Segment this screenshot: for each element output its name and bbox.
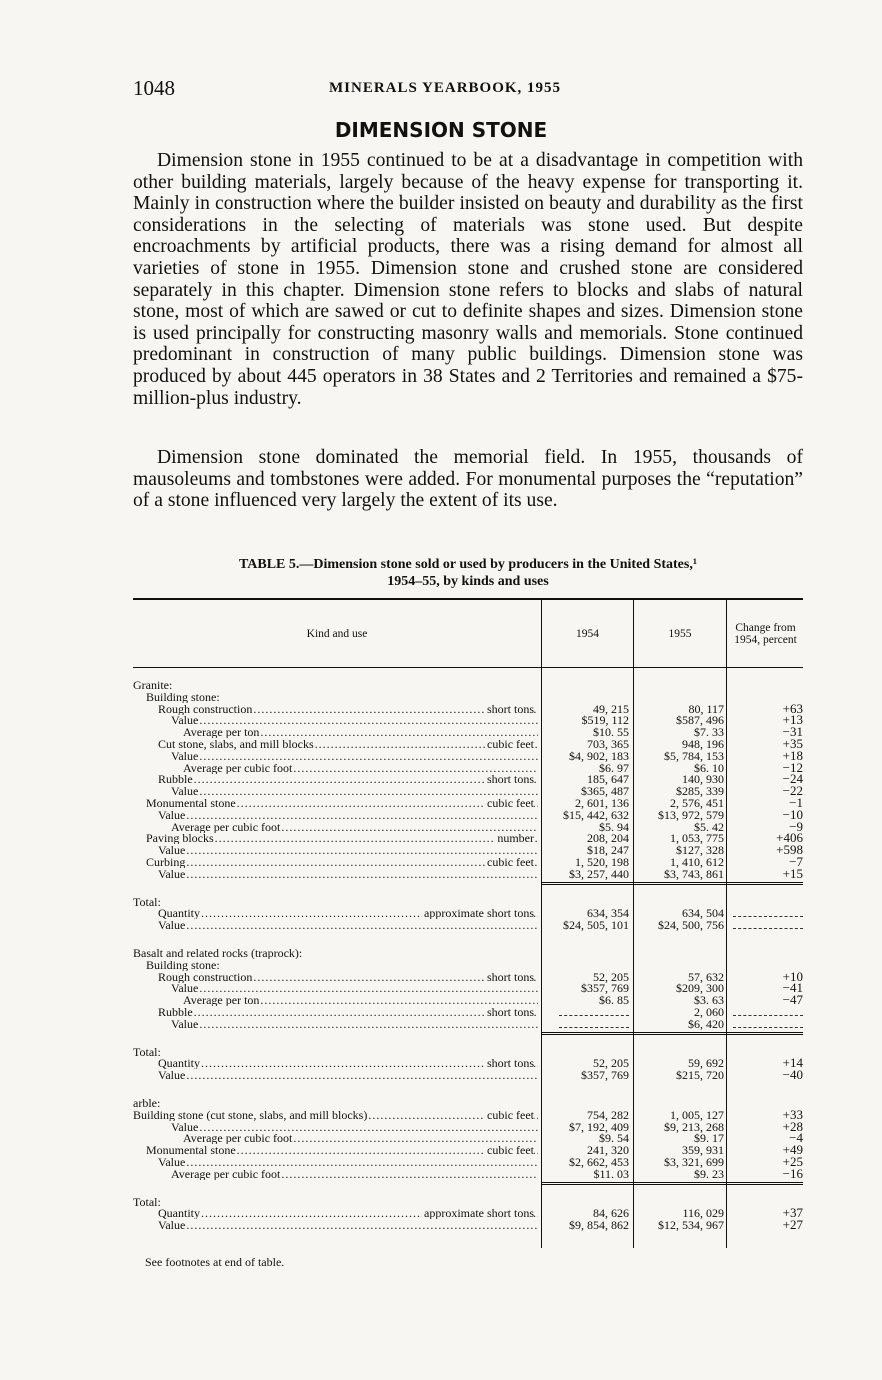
row-unit: short tons bbox=[486, 773, 534, 786]
change-percent bbox=[728, 1018, 803, 1030]
row-label bbox=[133, 844, 538, 856]
column-header-1954: 1954 bbox=[576, 627, 599, 640]
value-1955: 2, 060 bbox=[694, 1005, 724, 1019]
row-label-text: Monumental stone bbox=[146, 1144, 236, 1157]
change-percent: +406 bbox=[776, 830, 803, 846]
value-1954: $3, 257, 440 bbox=[569, 866, 629, 881]
value-1954: 241, 320 bbox=[587, 1143, 629, 1158]
value-1955: 359, 931 bbox=[682, 1143, 724, 1158]
table-row bbox=[133, 806, 803, 822]
row-label bbox=[133, 679, 538, 691]
row-label-text: Value bbox=[171, 1120, 199, 1133]
value-1954: 185, 647 bbox=[587, 772, 629, 787]
row-label bbox=[133, 714, 538, 726]
row-label-text: Value bbox=[171, 714, 199, 727]
value-1954: $7, 192, 409 bbox=[569, 1119, 629, 1134]
row-label bbox=[133, 1069, 538, 1081]
change-percent: +27 bbox=[782, 1217, 803, 1233]
value-1955: 1, 053, 775 bbox=[670, 831, 724, 846]
value-1954: 84, 626 bbox=[593, 1206, 629, 1221]
row-label-text: Quantity bbox=[158, 1057, 200, 1070]
row-label bbox=[133, 1018, 538, 1030]
value-1955: $3. 63 bbox=[694, 993, 724, 1008]
row-label-text: Value bbox=[158, 844, 186, 857]
row-label-text: Quantity bbox=[158, 1207, 200, 1220]
change-percent: −40 bbox=[782, 1067, 803, 1083]
row-label-text: Total: bbox=[133, 1195, 161, 1208]
change-percent: +37 bbox=[782, 1205, 803, 1221]
value-1955: $127, 328 bbox=[676, 843, 724, 858]
value-1954: $357, 769 bbox=[581, 981, 629, 996]
value-1955: 948, 196 bbox=[682, 737, 724, 751]
value-1955: $587, 496 bbox=[676, 713, 724, 728]
row-unit: short tons bbox=[486, 1006, 534, 1018]
row-label-text: Paving blocks bbox=[146, 832, 214, 845]
paragraph-1-text: Dimension stone in 1955 continued to be at a disadvantage in competition with other building materials, largely because of the heavy expense for transporting it. Mainly in construction where the builder insisted on beauty and durability as the first considerations in the selecting of materials was stone used. But despite encroachments by artificial products, there was a rising demand for almost all varieties of stone in 1955. Dimension stone and crushed stone are considered separately in this chapter. Dimension stone refers to blocks and slabs of natural stone, most of which are sawed or cut to definite shapes and sizes. Dimension stone is used principally for constructing masonry walls and memorials. Stone continued predominant in construction of many public buildings. Dimension stone was produced by about 445 operators in 38 States and 2 Territories and remained a $75-million-plus industry. bbox=[133, 150, 803, 409]
change-percent bbox=[728, 1006, 803, 1018]
row-unit: cubic feet bbox=[487, 738, 534, 750]
row-unit: short tons bbox=[486, 1057, 534, 1070]
table-row bbox=[133, 747, 803, 763]
value-1955: $3, 321, 699 bbox=[664, 1155, 724, 1169]
row-label bbox=[133, 896, 538, 908]
table-row bbox=[133, 865, 803, 881]
table-row bbox=[133, 959, 803, 971]
row-label bbox=[133, 907, 538, 919]
row-label bbox=[133, 1196, 538, 1208]
table-footnote: See footnotes at end of table. bbox=[145, 1255, 285, 1269]
change-percent: +63 bbox=[782, 700, 803, 716]
row-unit: cubic feet bbox=[487, 797, 534, 809]
row-unit: approximate short tons bbox=[424, 907, 534, 920]
row-label-text: Basalt and related rocks (traprock): bbox=[133, 947, 303, 959]
value-1955: $7. 33 bbox=[694, 725, 724, 740]
row-unit: cubic feet bbox=[487, 1108, 534, 1121]
value-1955: $3, 743, 861 bbox=[664, 866, 724, 881]
table-caption bbox=[133, 556, 803, 590]
value-1955: 140, 930 bbox=[682, 772, 724, 787]
value-1955: $9, 213, 268 bbox=[664, 1119, 724, 1134]
row-label bbox=[133, 1121, 538, 1133]
row-label bbox=[133, 1097, 538, 1109]
value-1954: $6. 97 bbox=[599, 760, 629, 775]
value-1955: $6. 10 bbox=[694, 760, 724, 775]
table-row bbox=[133, 691, 803, 703]
row-label-text: Total: bbox=[133, 1045, 161, 1058]
row-label-text: Value bbox=[171, 1017, 199, 1030]
row-label-text: Rubble bbox=[158, 1006, 193, 1018]
value-1954: $15, 442, 632 bbox=[563, 807, 629, 822]
change-percent: +598 bbox=[776, 842, 803, 858]
row-label bbox=[133, 797, 538, 809]
change-percent: −31 bbox=[782, 724, 803, 740]
value-1954: $9, 854, 862 bbox=[569, 1218, 629, 1233]
value-1954: 2, 601, 136 bbox=[575, 796, 629, 810]
row-unit: cubic feet bbox=[487, 1144, 534, 1157]
value-1954: $6. 85 bbox=[599, 993, 629, 1008]
value-1954: 634, 354 bbox=[587, 906, 629, 921]
row-label bbox=[133, 809, 538, 821]
row-label-text: Building stone (cut stone, slabs, and mill blocks) bbox=[133, 1108, 368, 1121]
value-1954: $9. 54 bbox=[599, 1131, 629, 1146]
table-row bbox=[133, 1165, 803, 1181]
row-label-text: Curbing bbox=[146, 856, 186, 868]
change-percent: +35 bbox=[782, 736, 803, 751]
value-1955: 80, 117 bbox=[688, 701, 724, 716]
value-1955: $209, 300 bbox=[676, 981, 724, 996]
empty-cell-dash bbox=[733, 1007, 803, 1016]
row-label-text: Average per cubic foot bbox=[183, 761, 293, 774]
row-label-text: Value bbox=[171, 749, 199, 762]
row-label-text: Average per cubic foot bbox=[183, 1132, 293, 1145]
row-label-text: Cut stone, slabs, and mill blocks bbox=[158, 738, 314, 750]
row-label bbox=[133, 738, 538, 750]
row-label-text: Quantity bbox=[158, 907, 200, 920]
row-label bbox=[133, 773, 538, 785]
empty-cell-dash bbox=[733, 1019, 803, 1028]
row-label-text: Value bbox=[171, 785, 199, 798]
row-label bbox=[133, 762, 538, 774]
table-caption-line-1: TABLE 5.—Dimension stone sold or used by producers in the United States,¹ bbox=[238, 557, 698, 572]
value-1955: $12, 534, 967 bbox=[658, 1218, 724, 1233]
row-label bbox=[133, 703, 538, 715]
value-1954: $11. 03 bbox=[593, 1166, 629, 1181]
row-label bbox=[133, 868, 538, 880]
change-percent: −4 bbox=[789, 1130, 803, 1146]
change-percent: +13 bbox=[782, 712, 803, 728]
total-rule bbox=[542, 1032, 803, 1035]
change-percent bbox=[728, 907, 803, 919]
row-label-text: Average per cubic foot bbox=[171, 820, 281, 833]
value-1955: 59, 692 bbox=[688, 1056, 724, 1071]
value-1955: $24, 500, 756 bbox=[658, 918, 724, 933]
row-unit: number bbox=[497, 832, 534, 845]
row-label bbox=[133, 982, 538, 994]
value-1954 bbox=[541, 1018, 629, 1030]
value-1954: 703, 365 bbox=[587, 737, 629, 751]
value-1955: $215, 720 bbox=[676, 1068, 724, 1083]
row-label bbox=[133, 785, 538, 797]
row-label-text: Total: bbox=[133, 895, 161, 908]
value-1955: 116, 029 bbox=[682, 1206, 724, 1221]
column-header-1955: 1955 bbox=[668, 627, 692, 640]
column-header-change: Change from 1954, percent bbox=[734, 621, 797, 646]
change-percent: +14 bbox=[782, 1055, 803, 1071]
value-1955: 1, 410, 612 bbox=[670, 855, 724, 869]
row-label-text: Rubble bbox=[158, 773, 193, 786]
row-label bbox=[133, 1132, 538, 1144]
value-1954: 52, 205 bbox=[593, 1056, 629, 1071]
row-label-text: Value bbox=[171, 982, 199, 995]
row-label bbox=[133, 856, 538, 868]
row-label-text: Average per ton bbox=[183, 726, 260, 739]
row-label bbox=[133, 1207, 538, 1219]
running-header bbox=[133, 76, 803, 106]
value-1954: $519, 112 bbox=[581, 713, 629, 728]
row-label bbox=[133, 919, 538, 931]
paragraph-2-text: Dimension stone dominated the memorial field. In 1955, thousands of mausoleums and tombstones were added. For monumental purposes the “reputation” of a stone influenced very largely the extent of its use. bbox=[133, 447, 803, 512]
row-label-text: arble: bbox=[133, 1097, 161, 1109]
value-1955: $6, 420 bbox=[688, 1016, 724, 1031]
row-label-text: Rough construction bbox=[158, 970, 253, 983]
change-percent: +33 bbox=[782, 1106, 803, 1122]
row-label bbox=[133, 821, 538, 833]
value-1954: 49, 215 bbox=[593, 701, 629, 716]
value-1954 bbox=[541, 1006, 629, 1018]
value-1955: $13, 972, 579 bbox=[658, 807, 724, 822]
paragraph-1 bbox=[133, 150, 803, 409]
empty-cell-dash bbox=[733, 920, 803, 929]
row-label bbox=[133, 691, 538, 703]
total-rule bbox=[542, 882, 803, 885]
table-row bbox=[133, 1018, 803, 1030]
table-row bbox=[133, 679, 803, 691]
column-header-kind: Kind and use bbox=[306, 627, 368, 640]
row-label-text: Value bbox=[158, 1069, 186, 1082]
total-rule bbox=[542, 1182, 803, 1185]
change-percent: +10 bbox=[782, 968, 803, 984]
row-label-text: Value bbox=[158, 867, 186, 880]
row-label bbox=[133, 1006, 538, 1018]
value-1954: $10. 55 bbox=[593, 725, 629, 740]
change-percent: −1 bbox=[789, 795, 803, 810]
row-unit: short tons bbox=[486, 702, 534, 715]
section-title: DIMENSION STONE bbox=[334, 118, 548, 142]
row-unit: cubic feet bbox=[487, 856, 534, 868]
row-label-text: Building stone: bbox=[146, 690, 220, 703]
table-caption-line-2: 1954–55, by kinds and uses bbox=[387, 574, 549, 589]
value-1955: $9. 23 bbox=[694, 1166, 724, 1181]
value-1954: 1, 520, 198 bbox=[575, 855, 629, 869]
row-label-text: Granite: bbox=[133, 679, 173, 691]
value-1955: 57, 632 bbox=[688, 969, 724, 984]
table-row bbox=[133, 1106, 803, 1122]
table-row bbox=[133, 1219, 803, 1231]
row-label bbox=[133, 750, 538, 762]
change-percent: +15 bbox=[782, 865, 803, 881]
value-1954: $18, 247 bbox=[587, 843, 629, 858]
value-1954: $2, 662, 453 bbox=[569, 1155, 629, 1169]
row-label-text: Value bbox=[158, 919, 186, 932]
change-percent: −47 bbox=[782, 992, 803, 1008]
change-percent: −24 bbox=[782, 771, 803, 787]
change-percent: −41 bbox=[782, 980, 803, 996]
row-label bbox=[133, 959, 538, 971]
change-percent: +28 bbox=[782, 1118, 803, 1134]
row-label-text: Value bbox=[158, 1156, 186, 1168]
change-percent: −10 bbox=[782, 806, 803, 822]
running-title: MINERALS YEARBOOK, 1955 bbox=[329, 80, 562, 96]
row-label bbox=[133, 726, 538, 738]
table-row bbox=[133, 947, 803, 959]
value-1955: 2, 576, 451 bbox=[670, 796, 724, 810]
change-percent: −7 bbox=[789, 854, 803, 869]
row-unit: approximate short tons bbox=[424, 1207, 534, 1220]
row-label-text: Value bbox=[158, 808, 186, 821]
value-1954: 754, 282 bbox=[587, 1107, 629, 1122]
row-label-text: Building stone: bbox=[146, 958, 220, 971]
change-percent: +49 bbox=[782, 1142, 803, 1158]
empty-cell-dash bbox=[559, 1007, 629, 1016]
row-label bbox=[133, 1156, 538, 1168]
value-1955: $5, 784, 153 bbox=[664, 748, 724, 763]
value-1954: 208, 204 bbox=[587, 831, 629, 846]
row-label-text: Value bbox=[158, 1219, 186, 1232]
value-1954: $4, 902, 183 bbox=[569, 748, 629, 763]
value-1954: $365, 487 bbox=[581, 784, 629, 799]
value-1955: 1, 005, 127 bbox=[670, 1107, 724, 1122]
empty-cell-dash bbox=[559, 1019, 629, 1028]
row-label-text: Average per ton bbox=[183, 994, 260, 1007]
value-1955: $5. 42 bbox=[694, 819, 724, 834]
row-label bbox=[133, 1046, 538, 1058]
value-1954: $24, 505, 101 bbox=[563, 918, 629, 933]
value-1954: $357, 769 bbox=[581, 1068, 629, 1083]
row-label bbox=[133, 1057, 538, 1069]
row-label bbox=[133, 1168, 538, 1180]
change-percent: −9 bbox=[789, 818, 803, 834]
row-label-text: Monumental stone bbox=[146, 797, 236, 809]
value-1955: $9. 17 bbox=[694, 1131, 724, 1146]
row-label bbox=[133, 1219, 538, 1231]
change-percent bbox=[728, 919, 803, 931]
change-percent: −22 bbox=[782, 783, 803, 799]
table-header bbox=[133, 598, 803, 668]
value-1955: $285, 339 bbox=[676, 784, 724, 799]
row-label bbox=[133, 971, 538, 983]
row-label bbox=[133, 947, 538, 959]
table-row bbox=[133, 919, 803, 931]
empty-cell-dash bbox=[733, 908, 803, 917]
row-label-text: Average per cubic foot bbox=[171, 1167, 281, 1180]
change-percent: +18 bbox=[782, 747, 803, 763]
row-label bbox=[133, 832, 538, 844]
row-unit: short tons bbox=[486, 970, 534, 983]
row-label-text: Rough construction bbox=[158, 702, 253, 715]
value-1954: $5. 94 bbox=[599, 819, 629, 834]
value-1954: 52, 205 bbox=[593, 969, 629, 984]
value-1955: 634, 504 bbox=[682, 906, 724, 921]
change-percent: −12 bbox=[782, 759, 803, 775]
paragraph-2 bbox=[133, 447, 803, 512]
table-row bbox=[133, 1069, 803, 1081]
row-label bbox=[133, 1144, 538, 1156]
change-percent: −16 bbox=[782, 1165, 803, 1181]
page-number: 1048 bbox=[133, 76, 175, 100]
row-label bbox=[133, 994, 538, 1006]
change-percent: +25 bbox=[782, 1154, 803, 1169]
row-label bbox=[133, 1109, 538, 1121]
